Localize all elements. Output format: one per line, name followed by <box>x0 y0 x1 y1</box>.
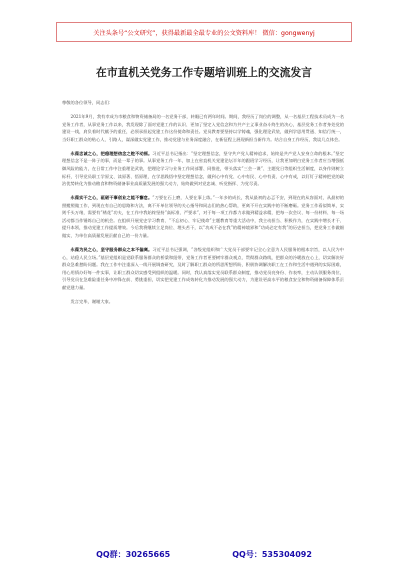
paragraph-people <box>62 247 344 293</box>
qq-group: QQ群：30265665 <box>96 550 171 559</box>
paragraph-text: “刀要在石上磨，人要在事上练。”一年多的成长，我从最初的忐忑不安，到现在的从容面对，从最初的照搬照做工作，到现在有自己的思路和方法，离不开单位领导的关心指导和同志们的热心帮助，更离不开在实践中的不断磨砺。党务工作看似简单，实则千头万绪，需要有“绣花”功夫，在工作中我始终坚持“高标准、严要求”，对于每一项工作都力求做到精益求精，把每一次会议、每一份材料、每一场活动都当作锤炼自己的机会。在组织开展党史学习教育、“不忘初心、牢记使命”主题教育等重大活动中，我主动担当、积极作为，在实践中增长才干、提升本领，推动党建工作提质增效。今后我将继续立足岗位、埋头苦干，以“功成不必在我”的精神境界和“功成必定有我”的历史担当，把党务工作做细做实，为单位高质量发展贡献自己的一份力量。 <box>62 196 344 240</box>
greeting: 尊敬的各位领导，同志们： <box>62 101 114 106</box>
paragraph-practice <box>62 195 344 241</box>
document-body <box>62 100 344 530</box>
footer-contact <box>0 549 408 560</box>
banner-text: 关注头条号“公文研究”，获得最新最全最专业的公文资料库！ 微信：gongwenyj <box>93 29 315 37</box>
document-title: 在市直机关党务工作专题培训班上的交流发言 <box>96 66 312 79</box>
paragraph-text: 发言完毕，谢谢大家。 <box>70 300 114 306</box>
top-banner <box>56 22 352 42</box>
qq-number: QQ号：535304092 <box>232 550 312 559</box>
paragraph-closing <box>62 299 344 307</box>
paragraph-lead: 永葆忠诚之心，把稳理想信念之舵不动摇。 <box>70 151 153 157</box>
paragraph-lead: 永葆为民之心，坚守服务群众之本不偏离。 <box>70 248 153 254</box>
paragraph-text: 2021年9月，我有幸成为市粮食和物资储备局的一名党务干部，转眼已有两年时间。期间，我经历了岗位的调整，从一名基层工程技术员成为一名党务工作者，从事党务工作以来，我发现除了面对党建工作的认识、更加了坚定入党信念和为共产主义事业奋斗终生的决心，基层党务工作者身处党的建设一线，肩负着时代赋予的重任，必须承担起党建工作这份使命和责任。党员教育要坚持以学铸魂，强化理论武装，做到学思用贯通、知信行统一，当好职工群众的贴心人、引路人，谋深做实党建工作，推动党建与业务深度融合，在新征程上展现新担当新作为。结合自身工作经历，我谈几点体会。 <box>62 114 344 143</box>
paragraph-loyalty <box>62 151 344 189</box>
paragraph-text: 习近平总书记指出：“坚定理想信念，坚守共产党人精神追求，始终是共产党人安身立命的根本。”坚定理想信念不是一阵子的事，而是一辈子的事。从事党务工作一年，加上在省直机关党建论坛半年的跟班学习经历，让我更加明白党务工作者应当增强抵御风险的能力，在日常工作中注重理论武装，把理论学习与业务工作同部署、同推进，带头落实“三会一课”、主题党日等组织生活制度，以身作则树立标杆，引导党员职工学原文、读原著、悟原理，在学思践悟中坚定理想信念，做到心中有党、心中有民、心中有责、心中有戒，以钉钉子精神把党的政治优势转化为推动粮食和物资储备事业高质量发展的强大动力，始终做到对党忠诚、听党指挥、为党尽责。 <box>62 151 344 188</box>
paragraph-text: 习近平总书记强调，“各级党组织和广大党员干部要牢记全心全意为人民服务的根本宗旨，以人民为中心，站稳人民立场。”基层党组织是党联系服务群众的桥梁和纽带，党务工作者更要树牢群众观点、贯彻群众路线，把群众的冷暖放在心上，切实解决好群众急难愁盼问题。我在工作中注重深入一线开展调查研究，及时了解职工群众的所思所想所盼，积极协调解决职工在工作和生活中遇到的实际困难，用心用情办好每一件实事，让职工群众切实感受到组织的温暖。同时，我认真落实党员联系群众制度，推动党员亮身份、作表率，主动认领服务岗位，引导党员在急难险重任务中冲锋在前、勇挑重担，切实把党建工作成效转化为推动发展的强大动力，为建设更高水平的粮食安全和物资储备保障体系贡献党建力量。 <box>62 248 344 292</box>
paragraph-lead: 永葆实干之心，砥砺干事创业之能不懈怠。 <box>70 196 153 202</box>
paragraph-intro <box>62 114 344 144</box>
